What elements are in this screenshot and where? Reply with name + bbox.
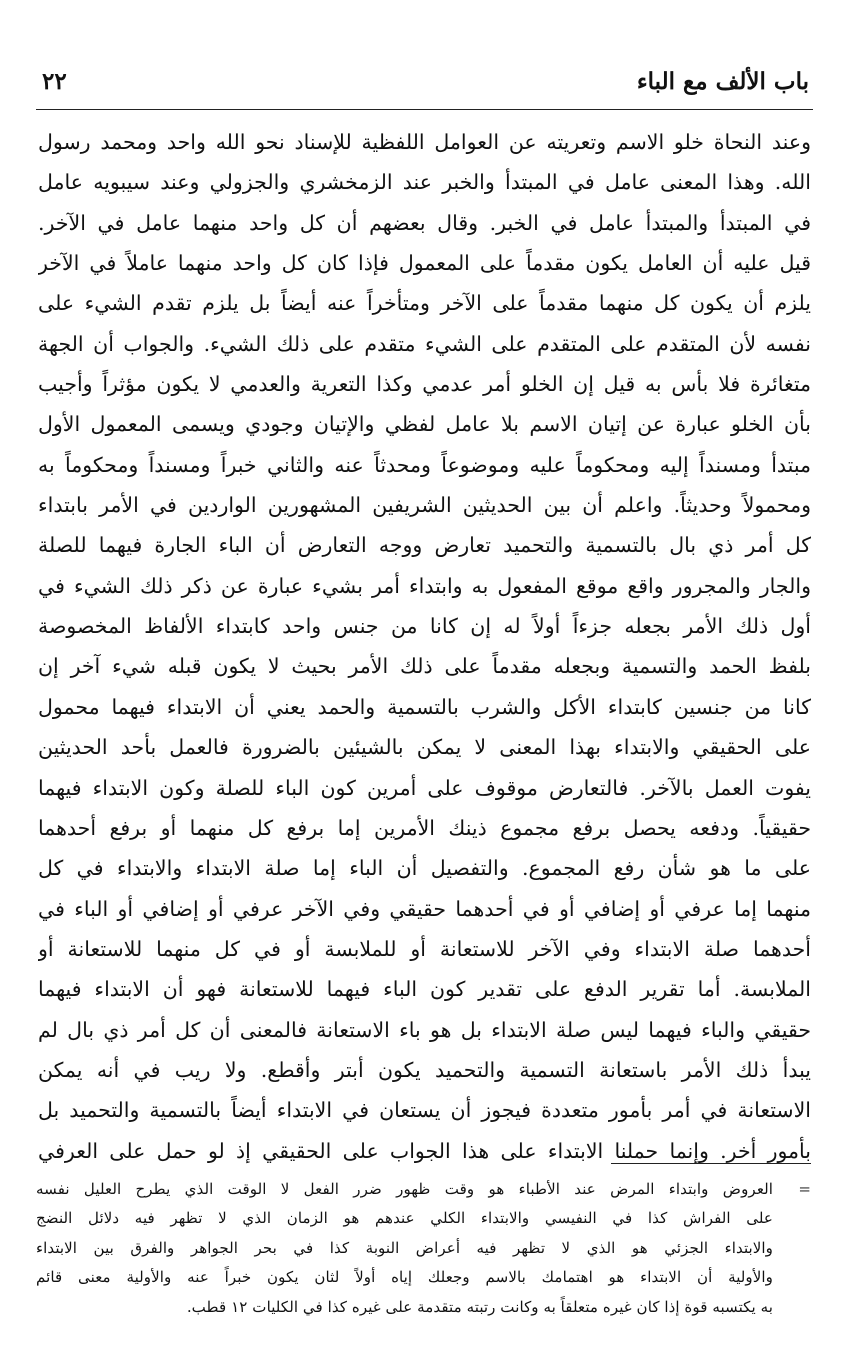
text-line: يلزم أن يكون كل منهما مقدماً على الآخر ومتأخراً عنه أيضاً بل يلزم تقدم الشيء على [38, 291, 811, 316]
text-line: منهما إما عرفي أو إضافي أو في أحدهما حقيقي وفي الآخر عرفي أو إضافي أو الباء في [38, 896, 811, 921]
text-line: كانا من جنسين كابتداء الأكل والشرب بالتسمية والحمد يعني أن الابتداء فيهما محمول [38, 694, 811, 719]
page-number: ٢٢ [42, 68, 67, 95]
text-line: في المبتدأ والمبتدأ عامل في الخبر. وقال بعضهم أن كل واحد منهما عامل في الآخر. [38, 210, 811, 235]
footnote-line: والأولية أن الابتداء هو اهتمامك بالاسم وجعلك إياه أولاً لثان يكون خبراً عنه والأولية معنى قائم [36, 1268, 773, 1287]
text-line: مبتدأ ومسنداً إليه ومحكوماً عليه وموضوعاً ومحدثاً عنه والثاني خبراً ومسنداً ومحكوماً به [38, 452, 811, 477]
text-line: ومحمولاً وحديثاً. واعلم أن بين الحديثين الشريفين المشهورين الواردين في الأمر بابتداء [38, 493, 811, 518]
text-line: الملابسة. أما تقرير الدفع على تقدير كون الباء فيهما للاستعانة فهو أن الابتداء فيهما [38, 977, 811, 1002]
footnotes [36, 1175, 811, 1322]
text-line: الاستعانة في أمر بأمور متعددة فيجوز أن يستعان في الابتداء أيضاً بالتسمية والتحميد بل [38, 1098, 811, 1123]
text-line: والجار والمجرور واقع موقع المفعول به وابتداء أمر بشيء عبارة عن ذكر ذلك الشيء في [38, 573, 811, 598]
text-line: بأمور أخر. وإنما حملنا الابتداء على هذا الجواب على الحقيقي إذ لو حمل على العرفي [38, 1138, 811, 1163]
footnote-line: والابتداء الجزئي هو الذي لا تظهر فيه أعراض النوبة كذا في بحر الجواهر والفرق بين الابتداء [36, 1238, 773, 1257]
text-line: كل أمر ذي بال بالتسمية والتحميد تعارض ووجه التعارض أن الباء الجارة فيهما للصلة [38, 533, 811, 558]
footnote-divider [611, 1163, 811, 1164]
chapter-title: باب الألف مع الباء [636, 68, 809, 95]
text-line: بأن الخلو عبارة عن إتيان الاسم بلا عامل لفظي والإتيان وجودي ويسمى المعمول الأول [38, 412, 811, 437]
text-line: متغائرة فلا بأس به قيل إن الخلو أمر عدمي وكذا التعرية والعدمي لا يكون مؤثراً وأجيب [38, 372, 811, 397]
text-line: يفوت العمل بالآخر. فالتعارض موقوف على أمرين كون الباء للصلة وكون الابتداء فيهما [38, 775, 811, 800]
footnote-text [36, 1175, 773, 1322]
text-line: الله. وهذا المعنى عامل في المبتدأ والخبر عند الزمخشري والجزولي وعند سيبويه عامل [38, 170, 811, 195]
text-line: يبدأ ذلك الأمر باستعانة التسمية والتحميد يكون أبتر وأقطع. ولا ريب في أنه يمكن [38, 1057, 811, 1082]
footnote-line: على الفراش كذا في النفيسي والابتداء الكلي عندهم هو الزمان الذي لا تظهر فيه دلائل النضج [36, 1209, 773, 1228]
text-line: وعند النحاة خلو الاسم وتعريته عن العوامل اللفظية للإسناد نحو الله واحد ومحمد رسول [38, 130, 811, 154]
page-header [38, 66, 813, 110]
text-line: على ما هو شأن رفع المجموع. والتفصيل أن الباء إما صلة الابتداء والابتداء في كل [38, 856, 811, 881]
text-line: حقيقياً. ودفعه يحصل برفع مجموع ذينك الأمرين إما برفع كل منهما أو برفع أحدهما [38, 815, 811, 840]
text-line: حقيقي والباء فيهما ليس صلة الابتداء بل هو باء الاستعانة فالمعنى أن كل أمر ذي بال لم [38, 1017, 811, 1042]
footnote-line: به يكتسبه قوة إذا كان غيره متعلقاً به وكانت رتبته متقدمة على غيره كذا في الكليات ١٢ قطب. [186, 1297, 773, 1316]
text-line: أول ذلك الأمر بجعله جزءاً أولاً له إن كانا من جنس واحد كابتداء الألفاظ المخصوصة [38, 614, 811, 639]
header-divider [36, 109, 813, 110]
footnote-line: العروض وابتداء المرض عند الأطباء هو وقت ظهور ضرر الفعل لا الوقت الذي يطرح العليل نفسه [36, 1180, 773, 1198]
text-line: بلفظ الحمد والتسمية وبجعله مقدماً على ذلك الأمر بحيث لا يكون قبله شيء آخر إن [38, 654, 811, 679]
main-text [38, 122, 811, 1171]
footnote-continuation-marker: = [798, 1180, 811, 1198]
text-line: قيل عليه أن العامل يكون مقدماً على المعمول فإذا كان كل واحد منهما عاملاً في الآخر [38, 251, 811, 276]
text-line: أحدهما صلة الابتداء وفي الآخر للاستعانة أو للملابسة أو في كل منهما للاستعانة أو [38, 936, 811, 961]
text-line: على الحقيقي والابتداء بهذا المعنى لا يمكن بالشيئين بالضرورة فالعمل بأحد الحديثين [38, 735, 811, 760]
text-line: نفسه لأن المتقدم على المتقدم على الشيء متقدم على ذلك الشيء. والجواب أن الجهة [38, 331, 811, 356]
